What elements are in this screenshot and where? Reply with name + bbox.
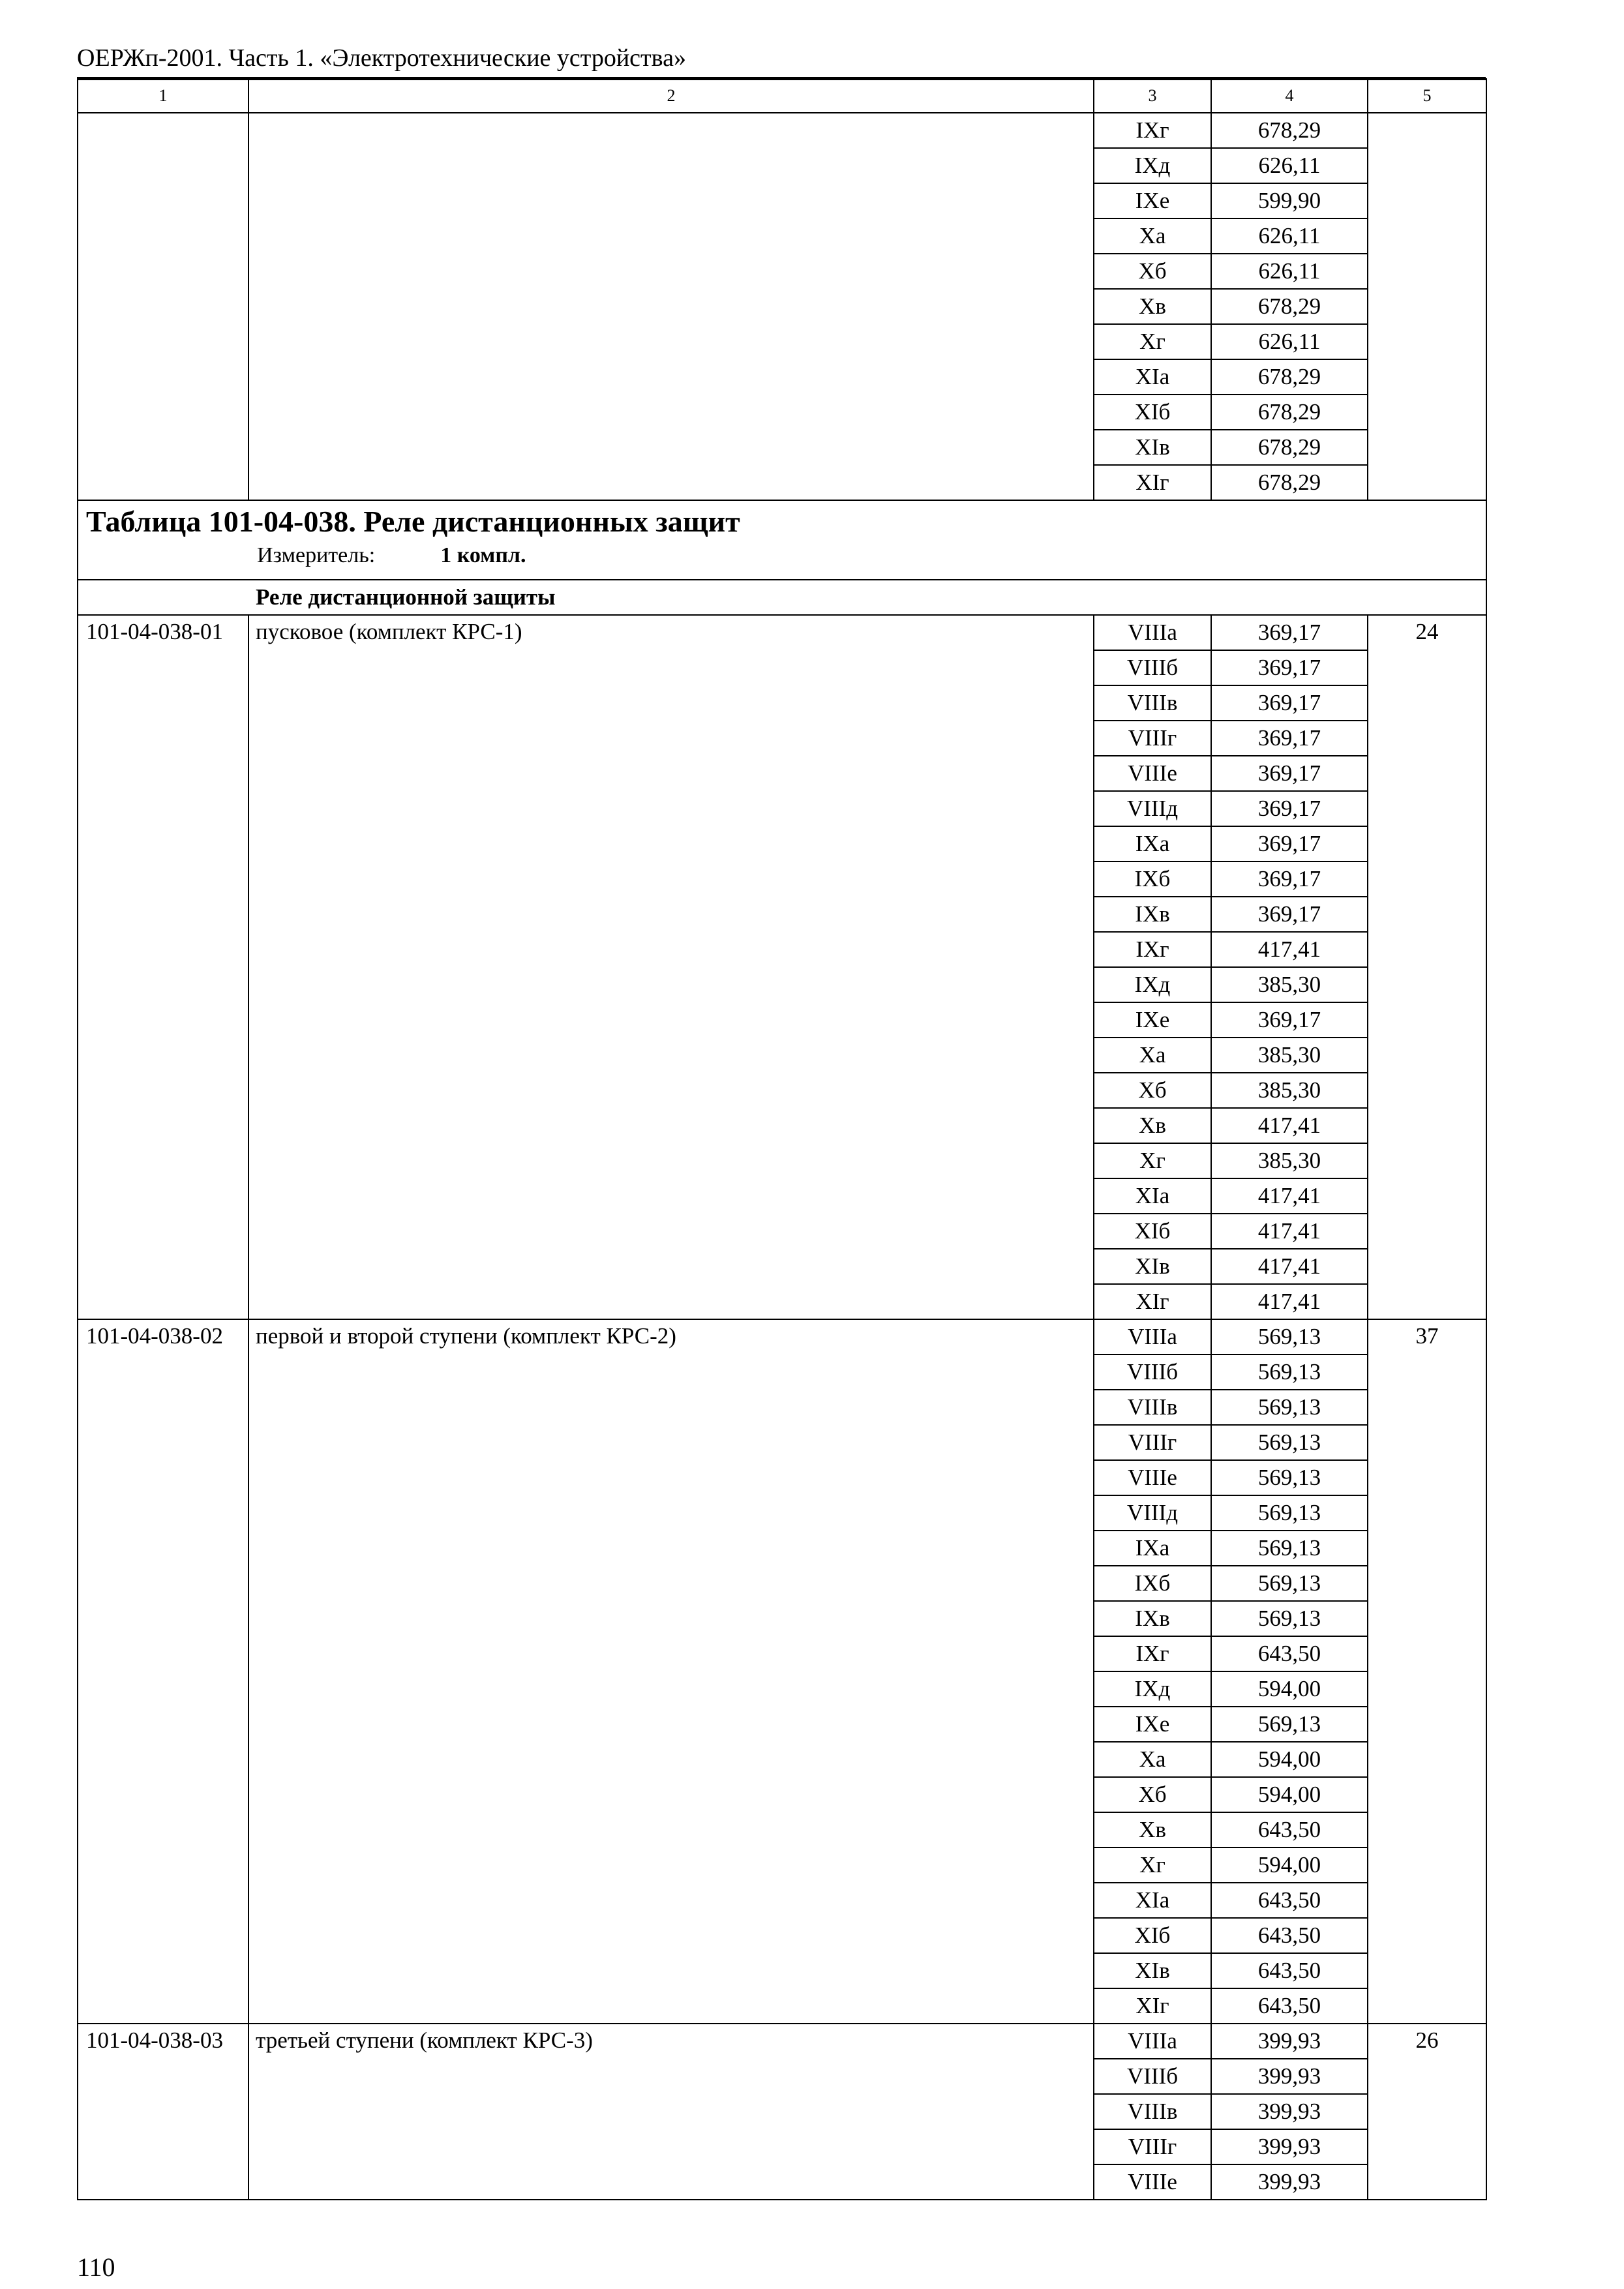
table-heading-row <box>78 500 1486 580</box>
zone-cell: VIIIе <box>1094 1460 1211 1495</box>
zone-cell: XIб <box>1094 395 1211 430</box>
col5-cell <box>1368 113 1486 500</box>
document-title: ОЕРЖп-2001. Часть 1. «Электротехнические устройства» <box>77 44 686 72</box>
zone-cell: XIв <box>1094 1953 1211 1988</box>
price-cell: 369,17 <box>1211 861 1368 897</box>
price-cell: 643,50 <box>1211 1883 1368 1918</box>
price-cell: 385,30 <box>1211 967 1368 1002</box>
zone-cell: XIг <box>1094 465 1211 500</box>
price-cell: 369,17 <box>1211 826 1368 861</box>
column-number-4: 4 <box>1211 79 1368 113</box>
table-row <box>78 2024 1486 2059</box>
item-code: 101-04-038-03 <box>78 2024 248 2200</box>
rates-table <box>77 78 1487 2200</box>
code-cell <box>78 113 248 500</box>
item-description: пусковое (комплект КРС-1) <box>248 615 1094 1319</box>
price-cell: 569,13 <box>1211 1319 1368 1354</box>
price-cell: 678,29 <box>1211 113 1368 148</box>
measure-line <box>86 541 1486 570</box>
zone-cell: Xг <box>1094 324 1211 359</box>
column-number-1: 1 <box>78 79 248 113</box>
zone-cell: IXа <box>1094 1531 1211 1566</box>
column-number-5: 5 <box>1368 79 1486 113</box>
price-cell: 417,41 <box>1211 1249 1368 1284</box>
price-cell: 678,29 <box>1211 430 1368 465</box>
zone-cell: VIIIб <box>1094 1354 1211 1390</box>
zone-cell: VIIIд <box>1094 791 1211 826</box>
price-cell: 385,30 <box>1211 1143 1368 1178</box>
price-cell: 399,93 <box>1211 2094 1368 2129</box>
zone-cell: IXг <box>1094 1636 1211 1671</box>
price-cell: 369,17 <box>1211 650 1368 685</box>
zone-cell: Xг <box>1094 1848 1211 1883</box>
price-cell: 594,00 <box>1211 1777 1368 1812</box>
price-cell: 569,13 <box>1211 1566 1368 1601</box>
zone-cell: IXг <box>1094 113 1211 148</box>
price-cell: 369,17 <box>1211 685 1368 721</box>
price-cell: 399,93 <box>1211 2059 1368 2094</box>
zone-cell: XIа <box>1094 1883 1211 1918</box>
price-cell: 569,13 <box>1211 1390 1368 1425</box>
zone-cell: XIв <box>1094 1249 1211 1284</box>
item-col5: 24 <box>1368 615 1486 1319</box>
price-cell: 369,17 <box>1211 615 1368 650</box>
zone-cell: Xв <box>1094 1108 1211 1143</box>
price-cell: 569,13 <box>1211 1531 1368 1566</box>
price-cell: 569,13 <box>1211 1601 1368 1636</box>
zone-cell: VIIIд <box>1094 1495 1211 1531</box>
zone-cell: Xб <box>1094 1777 1211 1812</box>
column-number-row <box>78 79 1486 113</box>
zone-cell: IXв <box>1094 1601 1211 1636</box>
price-cell: 626,11 <box>1211 324 1368 359</box>
zone-cell: VIIIв <box>1094 1390 1211 1425</box>
zone-cell: Xа <box>1094 218 1211 254</box>
zone-cell: XIа <box>1094 359 1211 395</box>
price-cell: 417,41 <box>1211 1284 1368 1319</box>
table-heading <box>78 500 1486 580</box>
zone-cell: VIIIе <box>1094 2164 1211 2200</box>
price-cell: 369,17 <box>1211 721 1368 756</box>
price-cell: 399,93 <box>1211 2024 1368 2059</box>
zone-cell: Xб <box>1094 1073 1211 1108</box>
price-cell: 626,11 <box>1211 148 1368 183</box>
price-cell: 569,13 <box>1211 1707 1368 1742</box>
zone-cell: Xв <box>1094 1812 1211 1848</box>
zone-cell: XIб <box>1094 1918 1211 1953</box>
price-cell: 369,17 <box>1211 791 1368 826</box>
price-cell: 594,00 <box>1211 1848 1368 1883</box>
price-cell: 369,17 <box>1211 1002 1368 1038</box>
group-row <box>78 580 1486 615</box>
zone-cell: IXд <box>1094 967 1211 1002</box>
price-cell: 385,30 <box>1211 1038 1368 1073</box>
price-cell: 678,29 <box>1211 359 1368 395</box>
table-row <box>78 1319 1486 1354</box>
price-cell: 417,41 <box>1211 1178 1368 1214</box>
zone-cell: VIIIа <box>1094 2024 1211 2059</box>
zone-cell: IXе <box>1094 1707 1211 1742</box>
zone-cell: XIа <box>1094 1178 1211 1214</box>
zone-cell: Xб <box>1094 254 1211 289</box>
price-cell: 678,29 <box>1211 289 1368 324</box>
price-cell: 417,41 <box>1211 1108 1368 1143</box>
zone-cell: XIг <box>1094 1988 1211 2024</box>
price-cell: 385,30 <box>1211 1073 1368 1108</box>
price-cell: 678,29 <box>1211 465 1368 500</box>
rates-table-body <box>78 79 1486 2200</box>
zone-cell: VIIIв <box>1094 685 1211 721</box>
item-description: третьей ступени (комплект КРС-3) <box>248 2024 1094 2200</box>
zone-cell: XIв <box>1094 430 1211 465</box>
table-row <box>78 113 1486 148</box>
price-cell: 569,13 <box>1211 1460 1368 1495</box>
item-col5: 26 <box>1368 2024 1486 2200</box>
zone-cell: IXд <box>1094 1671 1211 1707</box>
price-cell: 417,41 <box>1211 932 1368 967</box>
measure-label: Измеритель: <box>257 543 376 567</box>
zone-cell: XIб <box>1094 1214 1211 1249</box>
measure-value: 1 компл. <box>440 543 526 567</box>
table-title: Таблица 101-04-038. Реле дистанционных защит <box>86 505 740 538</box>
item-description: первой и второй ступени (комплект КРС-2) <box>248 1319 1094 2024</box>
zone-cell: Xа <box>1094 1038 1211 1073</box>
zone-cell: VIIIг <box>1094 2129 1211 2164</box>
page-header <box>77 40 1486 80</box>
price-cell: 626,11 <box>1211 218 1368 254</box>
zone-cell: Xа <box>1094 1742 1211 1777</box>
zone-cell: XIг <box>1094 1284 1211 1319</box>
page-number: 110 <box>77 2252 115 2282</box>
price-cell: 643,50 <box>1211 1953 1368 1988</box>
group-label-cell <box>78 580 1486 615</box>
price-cell: 369,17 <box>1211 756 1368 791</box>
price-cell: 369,17 <box>1211 897 1368 932</box>
zone-cell: Xг <box>1094 1143 1211 1178</box>
zone-cell: IXб <box>1094 861 1211 897</box>
item-col5: 37 <box>1368 1319 1486 2024</box>
price-cell: 678,29 <box>1211 395 1368 430</box>
zone-cell: VIIIг <box>1094 721 1211 756</box>
zone-cell: VIIIе <box>1094 756 1211 791</box>
price-cell: 399,93 <box>1211 2129 1368 2164</box>
zone-cell: IXв <box>1094 897 1211 932</box>
zone-cell: IXг <box>1094 932 1211 967</box>
zone-cell: IXа <box>1094 826 1211 861</box>
zone-cell: IXе <box>1094 1002 1211 1038</box>
zone-cell: IXд <box>1094 148 1211 183</box>
price-cell: 594,00 <box>1211 1671 1368 1707</box>
price-cell: 569,13 <box>1211 1495 1368 1531</box>
price-cell: 599,90 <box>1211 183 1368 218</box>
price-cell: 643,50 <box>1211 1918 1368 1953</box>
zone-cell: VIIIг <box>1094 1425 1211 1460</box>
price-cell: 399,93 <box>1211 2164 1368 2200</box>
group-label: Реле дистанционной защиты <box>256 584 556 610</box>
zone-cell: VIIIа <box>1094 615 1211 650</box>
zone-cell: VIIIб <box>1094 650 1211 685</box>
price-cell: 594,00 <box>1211 1742 1368 1777</box>
price-cell: 643,50 <box>1211 1812 1368 1848</box>
description-cell <box>248 113 1094 500</box>
column-number-3: 3 <box>1094 79 1211 113</box>
item-code: 101-04-038-01 <box>78 615 248 1319</box>
zone-cell: IXе <box>1094 183 1211 218</box>
price-cell: 643,50 <box>1211 1636 1368 1671</box>
column-number-2: 2 <box>248 79 1094 113</box>
price-cell: 643,50 <box>1211 1988 1368 2024</box>
price-cell: 569,13 <box>1211 1425 1368 1460</box>
price-cell: 417,41 <box>1211 1214 1368 1249</box>
zone-cell: Xв <box>1094 289 1211 324</box>
zone-cell: VIIIв <box>1094 2094 1211 2129</box>
price-cell: 569,13 <box>1211 1354 1368 1390</box>
item-code: 101-04-038-02 <box>78 1319 248 2024</box>
zone-cell: VIIIа <box>1094 1319 1211 1354</box>
price-cell: 626,11 <box>1211 254 1368 289</box>
table-row <box>78 615 1486 650</box>
zone-cell: VIIIб <box>1094 2059 1211 2094</box>
zone-cell: IXб <box>1094 1566 1211 1601</box>
